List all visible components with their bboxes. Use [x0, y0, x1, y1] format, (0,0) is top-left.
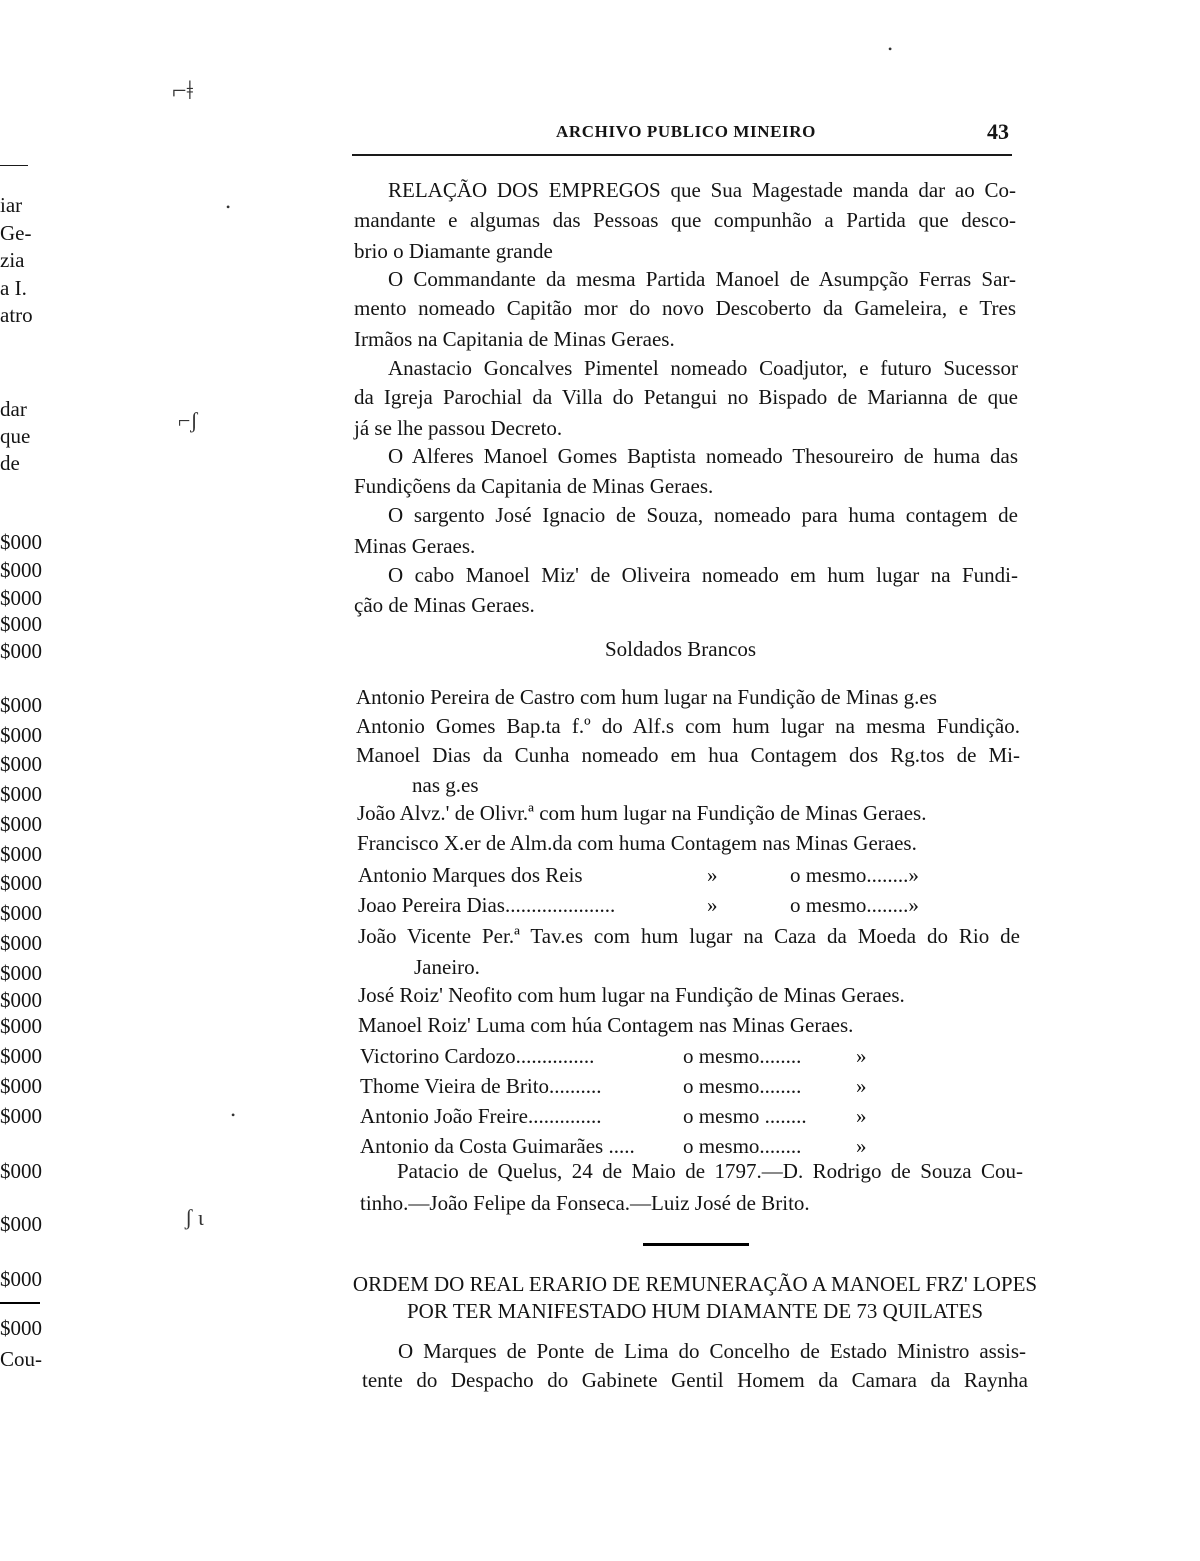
previous-page-fragments: [0, 0, 60, 1561]
text-line: Irmãos na Capitania de Minas Geraes.: [354, 327, 675, 351]
fragment-text: $000: [0, 723, 42, 747]
text-line: da Igreja Parochial da Villa do Petangui no Bispado de Marianna de que: [354, 385, 1018, 409]
fragment-rule: [0, 1302, 40, 1304]
text-line: Manoel Roiz' Luma com húa Contagem nas Minas Geraes.: [358, 1013, 854, 1037]
fragment-text: $000: [0, 639, 42, 663]
fragment-text: a I.: [0, 276, 27, 300]
fragment-text: de: [0, 451, 20, 475]
text-line: Janeiro.: [414, 955, 480, 979]
fragment-text: $000: [0, 752, 42, 776]
list-item-name: Thome Vieira de Brito..........: [360, 1074, 602, 1098]
text-line: Francisco X.er de Alm.da com huma Contagem nas Minas Geraes.: [357, 831, 917, 855]
text-line: Antonio Pereira de Castro com hum lugar na Fundição de Minas g.es: [356, 685, 937, 709]
fragment-text: $000: [0, 842, 42, 866]
text-line: Anastacio Goncalves Pimentel nomeado Coadjutor, e futuro Sucessor: [388, 356, 1018, 380]
scan-mark: ⌐ʃ: [178, 408, 198, 433]
text-line: brio o Diamante grande: [354, 239, 553, 263]
page-number: 43: [987, 119, 1009, 144]
list-item-mark: »: [707, 893, 718, 917]
fragment-rule: [0, 165, 28, 166]
signature-line: Patacio de Quelus, 24 de Maio de 1797.—D. Rodrigo de Souza Cou-: [397, 1159, 1023, 1183]
list-item-value: o mesmo........»: [790, 863, 919, 887]
fragment-text: $000: [0, 1074, 42, 1098]
fragment-text: $000: [0, 1316, 42, 1340]
fragment-text: $000: [0, 931, 42, 955]
scan-mark: •: [231, 1108, 236, 1122]
fragment-text: $000: [0, 988, 42, 1012]
fragment-text: $000: [0, 961, 42, 985]
text-line: O sargento José Ignacio de Souza, nomeado para huma contagem de: [388, 503, 1018, 527]
fragment-text: que: [0, 424, 31, 448]
text-line: O cabo Manoel Miz' de Oliveira nomeado em hum lugar na Fundi-: [388, 563, 1018, 587]
list-item-name: Antonio Marques dos Reis: [358, 863, 583, 887]
text-line: José Roiz' Neofito com hum lugar na Fundição de Minas Geraes.: [358, 983, 905, 1007]
list-item-value: o mesmo........»: [790, 893, 919, 917]
text-line: Antonio Gomes Bap.ta f.º do Alf.s com hum lugar na mesma Fundição.: [356, 714, 1020, 738]
header-rule: [352, 154, 1012, 156]
section-heading: Soldados Brancos: [605, 637, 757, 661]
fragment-text: $000: [0, 782, 42, 806]
scan-mark: •: [888, 42, 893, 56]
section-title: ORDEM DO REAL ERARIO DE REMUNERAÇÃO A MANOEL FRZ' LOPES: [352, 1272, 1038, 1296]
fragment-text: $000: [0, 1104, 42, 1128]
list-item-mark: »: [707, 863, 718, 887]
fragment-text: $000: [0, 558, 42, 582]
text-line: O Alferes Manoel Gomes Baptista nomeado Thesoureiro de huma das: [388, 444, 1018, 468]
text-line: O Commandante da mesma Partida Manoel de Asumpção Ferras Sar-: [388, 267, 1016, 291]
fragment-text: atro: [0, 303, 33, 327]
fragment-text: $000: [0, 871, 42, 895]
fragment-text: zia: [0, 248, 25, 272]
list-item-value: o mesmo........: [683, 1134, 802, 1158]
text-line: mandante e algumas das Pessoas que compunhão a Partida que desco-: [354, 208, 1016, 232]
text-line: Minas Geraes.: [354, 534, 476, 558]
text-line: nas g.es: [412, 773, 479, 797]
list-item-mark: »: [856, 1074, 867, 1098]
list-item-name: Antonio da Costa Guimarães .....: [360, 1134, 635, 1158]
text-line: tente do Despacho do Gabinete Gentil Homem da Camara da Raynha: [362, 1368, 1028, 1392]
list-item-value: o mesmo ........: [683, 1104, 807, 1128]
section-divider: [643, 1243, 749, 1246]
text-line: O Marques de Ponte de Lima do Concelho de Estado Ministro assis-: [398, 1339, 1026, 1363]
text-line: RELAÇÃO DOS EMPREGOS que Sua Magestade manda dar ao Co-: [388, 178, 1016, 202]
fragment-text: $000: [0, 1044, 42, 1068]
scan-mark: •: [226, 200, 231, 214]
text-line: já se lhe passou Decreto.: [354, 416, 563, 440]
fragment-text: dar: [0, 397, 27, 421]
fragment-text: $000: [0, 812, 42, 836]
list-item-name: Victorino Cardozo...............: [360, 1044, 595, 1068]
text-line: João Alvz.' de Olivr.ª com hum lugar na Fundição de Minas Geraes.: [357, 801, 927, 825]
list-item-value: o mesmo........: [683, 1074, 802, 1098]
fragment-text: $000: [0, 901, 42, 925]
fragment-text: Ge-: [0, 221, 32, 245]
list-item-mark: »: [856, 1134, 867, 1158]
fragment-text: $000: [0, 530, 42, 554]
list-item-mark: »: [856, 1104, 867, 1128]
text-line: Manoel Dias da Cunha nomeado em hua Contagem dos Rg.tos de Mi-: [356, 743, 1020, 767]
list-item-name: Antonio João Freire..............: [360, 1104, 602, 1128]
list-item-name: Joao Pereira Dias.....................: [358, 893, 616, 917]
list-item-mark: »: [856, 1044, 867, 1068]
text-line: ção de Minas Geraes.: [354, 593, 535, 617]
list-item-value: o mesmo........: [683, 1044, 802, 1068]
fragment-text: $000: [0, 1212, 42, 1236]
scan-mark: ⌐ǂ: [172, 76, 194, 105]
fragment-text: $000: [0, 1014, 42, 1038]
running-header-title: ARCHIVO PUBLICO MINEIRO: [556, 122, 816, 141]
text-line: mento nomeado Capitão mor do novo Descoberto da Gameleira, e Tres: [354, 296, 1016, 320]
fragment-text: iar: [0, 193, 23, 217]
fragment-text: $000: [0, 1159, 42, 1183]
fragment-text: $000: [0, 612, 42, 636]
section-title: POR TER MANIFESTADO HUM DIAMANTE DE 73 QUILATES: [406, 1299, 983, 1323]
fragment-text: $000: [0, 1267, 42, 1291]
fragment-text: $000: [0, 586, 42, 610]
signature-line: tinho.—João Felipe da Fonseca.—Luiz José de Brito.: [360, 1191, 810, 1215]
scan-mark: ʃ ɩ: [185, 1205, 204, 1230]
fragment-text: $000: [0, 693, 42, 717]
text-line: João Vicente Per.ª Tav.es com hum lugar na Caza da Moeda do Rio de: [358, 924, 1020, 948]
text-line: Fundiçõens da Capitania de Minas Geraes.: [354, 474, 714, 498]
fragment-text: Cou-: [0, 1347, 42, 1371]
